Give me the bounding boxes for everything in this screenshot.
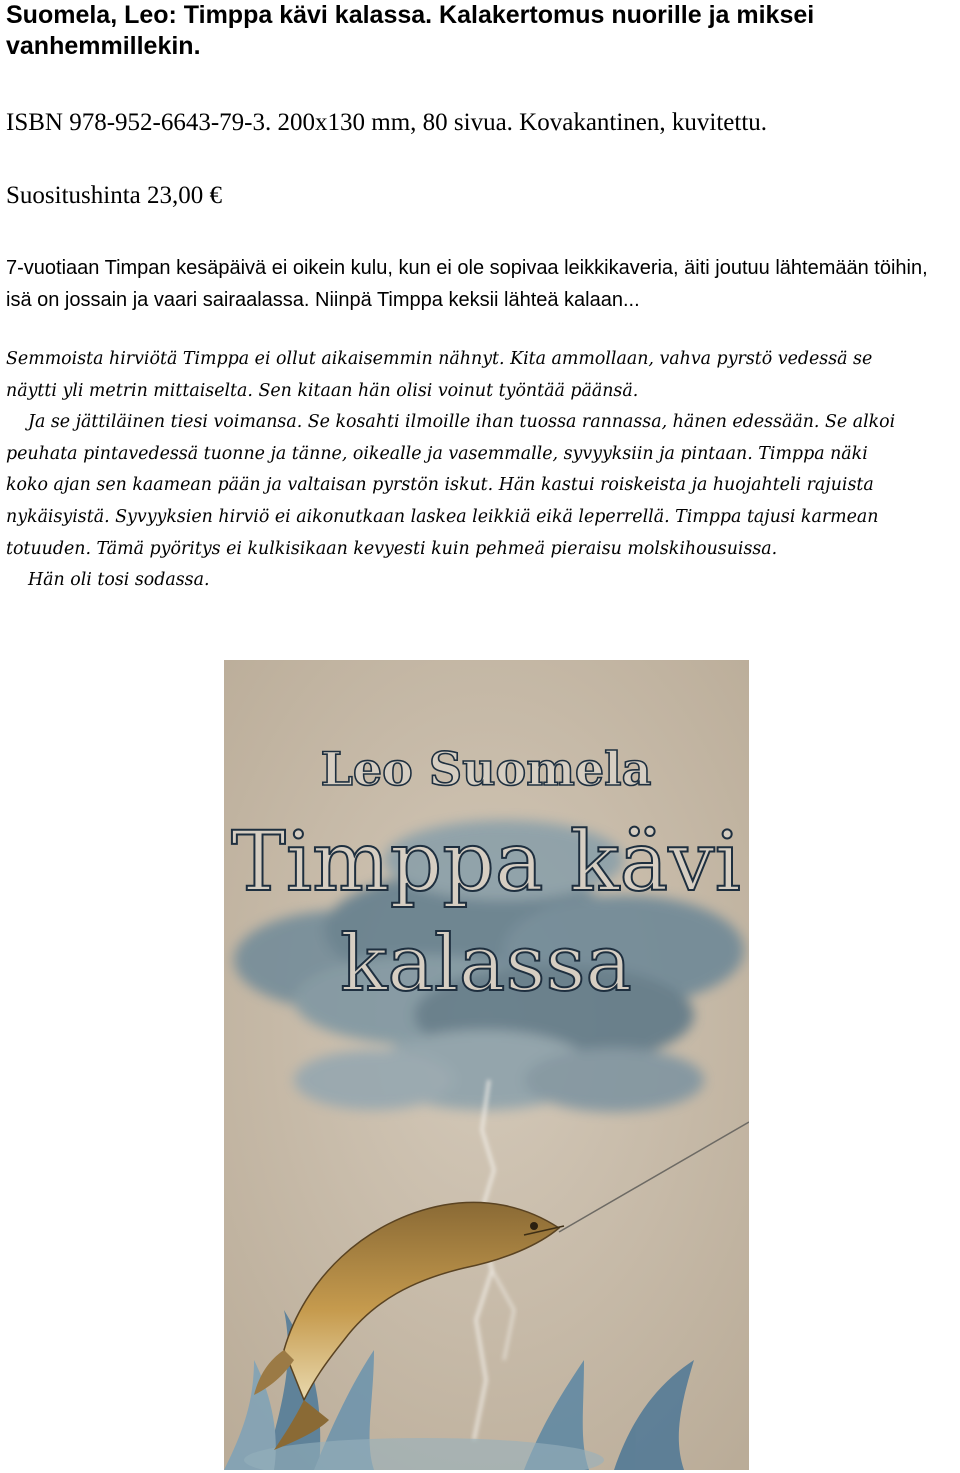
excerpt-line: nykäisyistä. Syvyyksien hirviö ei aikonutkaan laskea leikkiä eikä leperrellä. Timppa tajusi karmean (6, 506, 879, 527)
excerpt-line: Semmoista hirviötä Timppa ei ollut aikaisemmin nähnyt. Kita ammollaan, vahva pyrstö vedessä se (6, 349, 873, 369)
excerpt-line: koko ajan sen kaamean pään ja valtaisan pyrstön iskut. Hän kastui roiskeista ja huojahteli rajuista (6, 475, 874, 496)
excerpt-line: näytti yli metrin mittaiselta. Sen kitaan hän olisi voinut työntää päänsä. (6, 380, 639, 401)
isbn-details: ISBN 978-952-6643-79-3. 200x130 mm, 80 sivua. Kovakantinen, kuvitettu. (6, 109, 768, 136)
cover-title-line2: kalassa (340, 919, 632, 1009)
excerpt-line: Hän oli tosi sodassa. (28, 570, 210, 591)
excerpt-line: peuhata pintavedessä tuonne ja tänne, oikealle ja vasemmalle, syvyyksiin ja pintaan. Timppa näki (6, 443, 868, 464)
excerpt-line: totuuden. Tämä pyöritys ei kulkisikaan kevyesti kuin pehmeä pieraisu molskihousuissa. (6, 538, 778, 559)
book-blurb: 7-vuotiaan Timpan kesäpäivä ei oikein kulu, kun ei ole sopivaa leikkikaveria, äiti joutuu lähtemään töihin, isä on jossain ja vaari sairaalassa. Niinpä Timppa keksii lähteä kalaan... (6, 257, 928, 311)
book-excerpt (6, 344, 956, 597)
excerpt-line: Ja se jättiläinen tiesi voimansa. Se kosahti ilmoille ihan tuossa rannassa, hänen edessään. Se alkoi (28, 412, 896, 433)
cover-title-line1: Timppa kävi (231, 815, 741, 910)
recommended-price: Suositushinta 23,00 € (6, 182, 222, 209)
cover-author: Leo Suomela (320, 742, 652, 796)
book-cover-image (224, 660, 749, 1470)
book-title: Suomela, Leo: Timppa kävi kalassa. Kalakertomus nuorille ja miksei vanhemmillekin. (6, 1, 815, 60)
